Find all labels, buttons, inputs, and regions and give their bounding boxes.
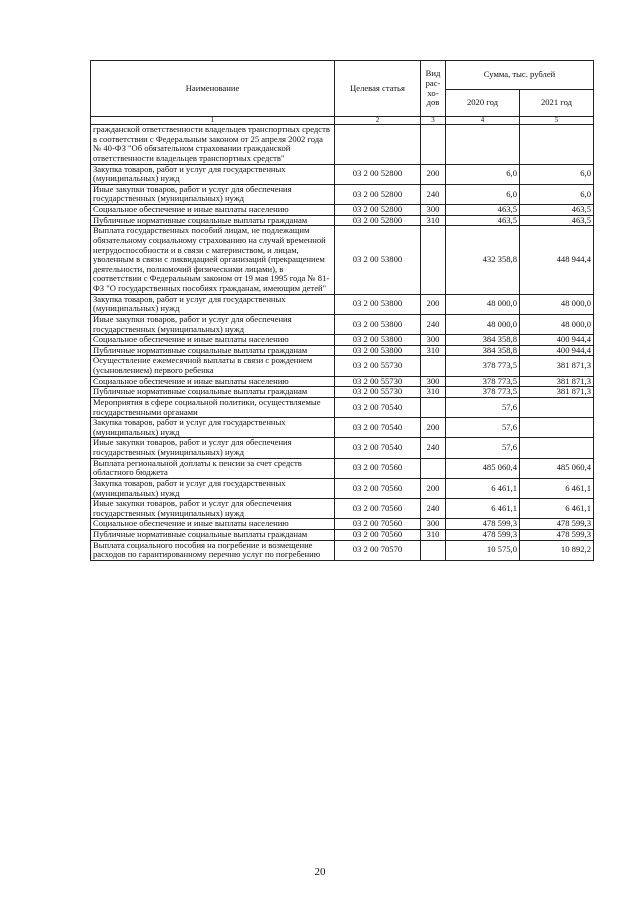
table-row: [91, 345, 594, 356]
row-amount-2020-cell: 432 358,8: [446, 226, 520, 294]
row-expense-type-cell: 240: [421, 438, 446, 458]
row-amount-2020-cell: 57,6: [446, 438, 520, 458]
table-row: [91, 540, 594, 560]
row-name-cell: Иные закупки товаров, работ и услуг для обеспечения государственных (муниципальных) нужд: [91, 184, 335, 204]
row-amount-2021-cell: 478 599,3: [520, 519, 594, 530]
row-amount-2020-cell: 478 599,3: [446, 530, 520, 541]
row-expense-type-cell: [421, 397, 446, 417]
row-expense-type-cell: 240: [421, 499, 446, 519]
table-row: [91, 458, 594, 478]
row-target-article-cell: 03 2 00 53800: [335, 294, 421, 314]
table-row: [91, 438, 594, 458]
row-amount-2021-cell: 485 060,4: [520, 458, 594, 478]
row-name-cell: Выплата региональной доплаты к пенсии за счет средств областного бюджета: [91, 458, 335, 478]
row-expense-type-cell: 200: [421, 294, 446, 314]
table-row: [91, 499, 594, 519]
table-row: [91, 335, 594, 346]
row-expense-type-cell: 300: [421, 335, 446, 346]
row-expense-type-cell: 200: [421, 164, 446, 184]
row-amount-2020-cell: 384 358,8: [446, 335, 520, 346]
row-name-cell: Закупка товаров, работ и услуг для государственных (муниципальных) нужд: [91, 294, 335, 314]
table-row: [91, 125, 594, 165]
row-target-article-cell: 03 2 00 55730: [335, 387, 421, 398]
row-expense-type-cell: 200: [421, 418, 446, 438]
row-amount-2021-cell: [520, 438, 594, 458]
table-row: [91, 164, 594, 184]
row-amount-2021-cell: 6,0: [520, 184, 594, 204]
row-target-article-cell: 03 2 00 70560: [335, 499, 421, 519]
row-name-cell: Иные закупки товаров, работ и услуг для обеспечения государственных (муниципальных) нужд: [91, 314, 335, 334]
row-target-article-cell: 03 2 00 70560: [335, 478, 421, 498]
row-target-article-cell: 03 2 00 70560: [335, 458, 421, 478]
row-expense-type-cell: [421, 226, 446, 294]
row-target-article-cell: 03 2 00 52800: [335, 184, 421, 204]
table-row: [91, 205, 594, 216]
row-target-article-cell: 03 2 00 70570: [335, 540, 421, 560]
row-expense-type-cell: 240: [421, 314, 446, 334]
row-expense-type-cell: [421, 540, 446, 560]
table-row: [91, 387, 594, 398]
row-amount-2021-cell: 381 871,3: [520, 376, 594, 387]
row-target-article-cell: 03 2 00 52800: [335, 205, 421, 216]
row-amount-2020-cell: 463,5: [446, 205, 520, 216]
table-row: [91, 519, 594, 530]
row-name-cell: Публичные нормативные социальные выплаты гражданам: [91, 215, 335, 226]
row-name-cell: Социальное обеспечение и иные выплаты населению: [91, 205, 335, 216]
row-expense-type-cell: 300: [421, 376, 446, 387]
table-row: [91, 418, 594, 438]
row-target-article-cell: 03 2 00 55730: [335, 376, 421, 387]
header-year-2020: 2020 год: [446, 90, 520, 117]
row-amount-2020-cell: 57,6: [446, 418, 520, 438]
row-amount-2020-cell: 478 599,3: [446, 519, 520, 530]
row-name-cell: Выплата социального пособия на погребение и возмещение расходов по гарантированному перечню услуг по погребению: [91, 540, 335, 560]
row-name-cell: Выплата государственных пособий лицам, не подлежащим обязательному социальному страхованию на случай временной нетрудоспособности и в связи с материнством, и лицам, уволенным в связи с ликвидацией организаций (прекращением деятельности, полномочий физическими лицами), в соответствии с Федеральным законом от 19 мая 1995 года № 81-ФЗ "О государственных пособиях гражданам, имеющим детей": [91, 226, 335, 294]
row-name-cell: Закупка товаров, работ и услуг для государственных (муниципальных) нужд: [91, 418, 335, 438]
table-body: [91, 125, 594, 561]
row-expense-type-cell: 310: [421, 387, 446, 398]
row-amount-2021-cell: 400 944,4: [520, 345, 594, 356]
header-expense-type: Вид рас-хо-дов: [421, 61, 446, 117]
table-row: [91, 215, 594, 226]
table-row: [91, 376, 594, 387]
row-name-cell: Публичные нормативные социальные выплаты гражданам: [91, 345, 335, 356]
row-amount-2021-cell: 48 000,0: [520, 314, 594, 334]
row-name-cell: Иные закупки товаров, работ и услуг для обеспечения государственных (муниципальных) нужд: [91, 499, 335, 519]
table-row: [91, 530, 594, 541]
row-amount-2020-cell: 378 773,5: [446, 356, 520, 376]
row-name-cell: Публичные нормативные социальные выплаты гражданам: [91, 387, 335, 398]
row-amount-2021-cell: [520, 397, 594, 417]
column-number: 5: [520, 117, 594, 125]
row-amount-2020-cell: 378 773,5: [446, 387, 520, 398]
table-row: [91, 356, 594, 376]
row-amount-2021-cell: [520, 418, 594, 438]
row-expense-type-cell: [421, 458, 446, 478]
row-amount-2021-cell: 463,5: [520, 205, 594, 216]
row-target-article-cell: 03 2 00 70540: [335, 418, 421, 438]
row-amount-2021-cell: 381 871,3: [520, 356, 594, 376]
row-target-article-cell: 03 2 00 52800: [335, 215, 421, 226]
row-expense-type-cell: [421, 125, 446, 165]
row-target-article-cell: 03 2 00 53800: [335, 314, 421, 334]
row-amount-2020-cell: 6,0: [446, 164, 520, 184]
row-name-cell: гражданской ответственности владельцев транспортных средств в соответствии с Федеральным законом от 25 апреля 2002 года № 40-ФЗ "Об обязательном страховании гражданской ответственности владельцев транспортных средств": [91, 125, 335, 165]
budget-table: [90, 60, 594, 561]
row-amount-2020-cell: 485 060,4: [446, 458, 520, 478]
row-amount-2021-cell: 478 599,3: [520, 530, 594, 541]
row-target-article-cell: 03 2 00 53800: [335, 226, 421, 294]
row-target-article-cell: 03 2 00 52800: [335, 164, 421, 184]
row-amount-2021-cell: [520, 125, 594, 165]
row-name-cell: Социальное обеспечение и иные выплаты населению: [91, 335, 335, 346]
row-amount-2021-cell: 10 892,2: [520, 540, 594, 560]
row-target-article-cell: 03 2 00 55730: [335, 356, 421, 376]
row-amount-2020-cell: 378 773,5: [446, 376, 520, 387]
row-target-article-cell: 03 2 00 70540: [335, 438, 421, 458]
row-expense-type-cell: 300: [421, 205, 446, 216]
row-name-cell: Социальное обеспечение и иные выплаты населению: [91, 519, 335, 530]
header-sum: Сумма, тыс. рублей: [446, 61, 594, 90]
row-target-article-cell: 03 2 00 53800: [335, 335, 421, 346]
row-amount-2020-cell: 6,0: [446, 184, 520, 204]
header-target-article: Целевая статья: [335, 61, 421, 117]
row-amount-2021-cell: 6 461,1: [520, 499, 594, 519]
row-amount-2020-cell: [446, 125, 520, 165]
row-expense-type-cell: 310: [421, 345, 446, 356]
header-name: Наименование: [91, 61, 335, 117]
column-number: 2: [335, 117, 421, 125]
row-amount-2020-cell: 57,6: [446, 397, 520, 417]
row-target-article-cell: 03 2 00 53800: [335, 345, 421, 356]
row-amount-2021-cell: 463,5: [520, 215, 594, 226]
table-row: [91, 294, 594, 314]
row-target-article-cell: 03 2 00 70560: [335, 519, 421, 530]
row-amount-2021-cell: 6,0: [520, 164, 594, 184]
header-year-2021: 2021 год: [520, 90, 594, 117]
column-number: 3: [421, 117, 446, 125]
row-expense-type-cell: 310: [421, 530, 446, 541]
row-amount-2020-cell: 384 358,8: [446, 345, 520, 356]
row-amount-2020-cell: 10 575,0: [446, 540, 520, 560]
column-number: 4: [446, 117, 520, 125]
row-expense-type-cell: 300: [421, 519, 446, 530]
row-expense-type-cell: 240: [421, 184, 446, 204]
page-number: 20: [314, 866, 326, 878]
row-name-cell: Закупка товаров, работ и услуг для государственных (муниципальных) нужд: [91, 478, 335, 498]
column-number: 1: [91, 117, 335, 125]
row-amount-2021-cell: 48 000,0: [520, 294, 594, 314]
row-name-cell: Иные закупки товаров, работ и услуг для обеспечения государственных (муниципальных) нужд: [91, 438, 335, 458]
row-expense-type-cell: 310: [421, 215, 446, 226]
row-amount-2020-cell: 48 000,0: [446, 294, 520, 314]
row-amount-2021-cell: 6 461,1: [520, 478, 594, 498]
table-row: [91, 397, 594, 417]
row-target-article-cell: [335, 125, 421, 165]
row-amount-2020-cell: 48 000,0: [446, 314, 520, 334]
row-name-cell: Осуществление ежемесячной выплаты в связи с рождением (усыновлением) первого ребенка: [91, 356, 335, 376]
row-amount-2020-cell: 6 461,1: [446, 499, 520, 519]
row-amount-2021-cell: 381 871,3: [520, 387, 594, 398]
row-name-cell: Мероприятия в сфере социальной политики, осуществляемые государственными органами: [91, 397, 335, 417]
row-name-cell: Социальное обеспечение и иные выплаты населению: [91, 376, 335, 387]
table-row: [91, 314, 594, 334]
row-expense-type-cell: [421, 356, 446, 376]
row-amount-2021-cell: 400 944,4: [520, 335, 594, 346]
table-row: [91, 184, 594, 204]
row-name-cell: Закупка товаров, работ и услуг для государственных (муниципальных) нужд: [91, 164, 335, 184]
row-expense-type-cell: 200: [421, 478, 446, 498]
row-target-article-cell: 03 2 00 70540: [335, 397, 421, 417]
row-name-cell: Публичные нормативные социальные выплаты гражданам: [91, 530, 335, 541]
row-target-article-cell: 03 2 00 70560: [335, 530, 421, 541]
row-amount-2020-cell: 463,5: [446, 215, 520, 226]
row-amount-2021-cell: 448 944,4: [520, 226, 594, 294]
row-amount-2020-cell: 6 461,1: [446, 478, 520, 498]
table-row: [91, 478, 594, 498]
table-row: [91, 226, 594, 294]
